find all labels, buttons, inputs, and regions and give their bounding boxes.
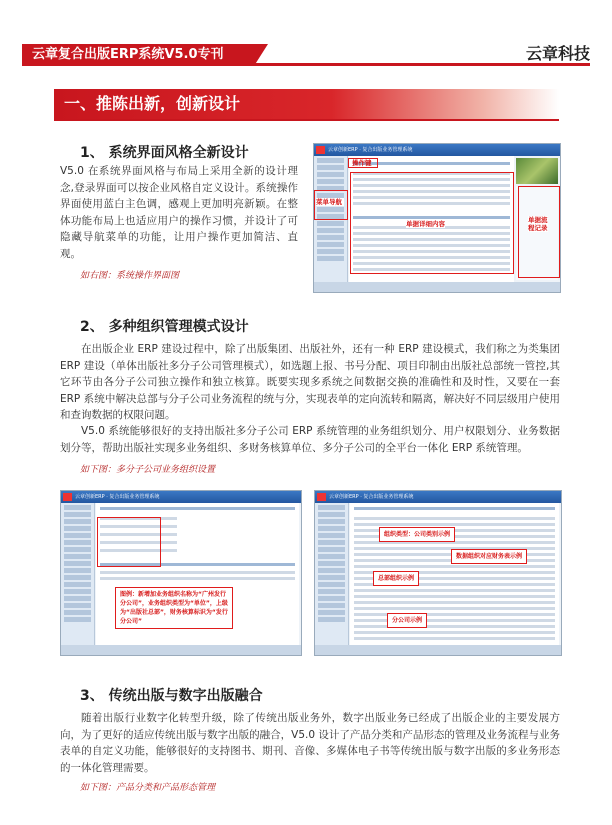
page-header xyxy=(0,0,612,70)
s2-screenshot-left xyxy=(60,490,302,656)
s2-screenshot-right xyxy=(314,490,562,656)
s2r-nav-menu xyxy=(315,503,349,645)
section-banner xyxy=(54,89,559,119)
header-band xyxy=(22,44,590,66)
s2l-app-title: 云章创新ERP · 复合出版业务管理系统 xyxy=(75,494,160,500)
s1-titlebar xyxy=(314,144,560,156)
s1-note-nav: 菜单导航 xyxy=(316,198,342,206)
s2-body-1: 在出版企业 ERP 建设过程中，除了出版集团、出版社外，还有一种 ERP 建设模式，我们称之为类集团 ERP 建设（单体出版社多分子公司管理模式），如选题上报、书号分配、项目印制由出版社总部统一管控,其它环节由各分子公司独立操作和独立核算。既要实现多系统之间数据交换的准确性和及时性，又要在一套 ERP 系统中解决总部与分子公司业务流程的统与分，实现表单的定向流转和隔离，解决好不同层级用户使用和查询数据的权限问题。 xyxy=(60,343,560,421)
s2-caption: 如下图：多分子公司业务组织设置 xyxy=(80,465,216,475)
s2r-app-title: 云章创新ERP · 复合出版业务管理系统 xyxy=(329,494,414,500)
s2r-statusbar xyxy=(315,645,561,655)
s2r-note-c: 总部组织示例 xyxy=(373,571,419,586)
s1-note-main: 单据详细内容 xyxy=(406,220,445,228)
s2r-note-a: 组织类型：公司类别示例 xyxy=(379,527,455,542)
s2l-statusbar xyxy=(61,645,301,655)
s2r-titlebar xyxy=(315,491,561,503)
s1-caption: 如右图：系统操作界面图 xyxy=(80,271,180,281)
section-underline xyxy=(54,119,559,121)
section-title: 一、推陈出新，创新设计 xyxy=(64,94,241,113)
s1-screenshot xyxy=(313,143,561,293)
s1-note-record: 单据流程记录 xyxy=(528,216,548,232)
app-logo-icon xyxy=(63,493,72,501)
s1-note-toolbar: 操作键 xyxy=(352,159,372,167)
s1-photo xyxy=(516,158,558,184)
s1-record-box xyxy=(518,186,560,278)
s2l-nav-menu xyxy=(61,503,95,645)
s2-heading: 2、 多种组织管理模式设计 xyxy=(80,319,249,335)
s1-body: V5.0 在系统界面风格与布局上采用全新的设计理念,登录界面可以按企业风格自定义设计。系统操作界面使用蓝白主色调，感观上更加明亮新颖。在整体功能布局上也适应用户的操作习惯，并设计了可隐藏导航菜单的功能，让用户操作更加简洁、直观。 xyxy=(60,165,298,260)
app-logo-icon xyxy=(317,493,326,501)
s2l-titlebar xyxy=(61,491,301,503)
s2l-form-box xyxy=(97,517,161,567)
s2-body-2: V5.0 系统能够很好的支持出版社多分子公司 ERP 系统管理的业务组织划分、用户权限划分、业务数据划分等，帮助出版社实现多业务组织、多财务核算单位、多分子公司的全平台一体化 ERP 系统管理。 xyxy=(60,425,560,454)
header-brand: 云章科技 xyxy=(525,44,590,63)
s3-body: 随着出版行业数字化转型升级，除了传统出版业务外，数字出版业务已经成了出版企业的主要发展方向，为了更好的适应传统出版与数字出版的融合，V5.0 设计了产品分类和产品形态的管理及业务流程与业务表单的自定义功能，能够很好的支持图书、期刊、音像、多媒体电子书等传统出版与数字出版的多业务形态的一体化管理需要。 xyxy=(60,712,560,774)
app-logo-icon xyxy=(316,146,325,154)
s2r-note-d: 分公司示例 xyxy=(387,613,427,628)
header-rule xyxy=(22,63,590,66)
s1-statusbar xyxy=(314,282,560,292)
s2r-note-b: 数据组织对应财务表示例 xyxy=(451,549,527,564)
s3-caption: 如下图：产品分类和产品形态管理 xyxy=(80,783,216,793)
s2l-note: 图例：新增加业务组织名称为“广州发行分公司”，业务组织类型为“单位”，上级为“出版社总部”，财务核算标识为“发行分公司” xyxy=(115,587,233,629)
s1-heading: 1、 系统界面风格全新设计 xyxy=(80,145,249,161)
header-title: 云章复合出版ERP系统V5.0专刊 xyxy=(22,44,254,66)
s1-app-title: 云章创新ERP · 复合出版业务管理系统 xyxy=(328,147,413,153)
s3-heading: 3、 传统出版与数字出版融合 xyxy=(80,688,263,704)
